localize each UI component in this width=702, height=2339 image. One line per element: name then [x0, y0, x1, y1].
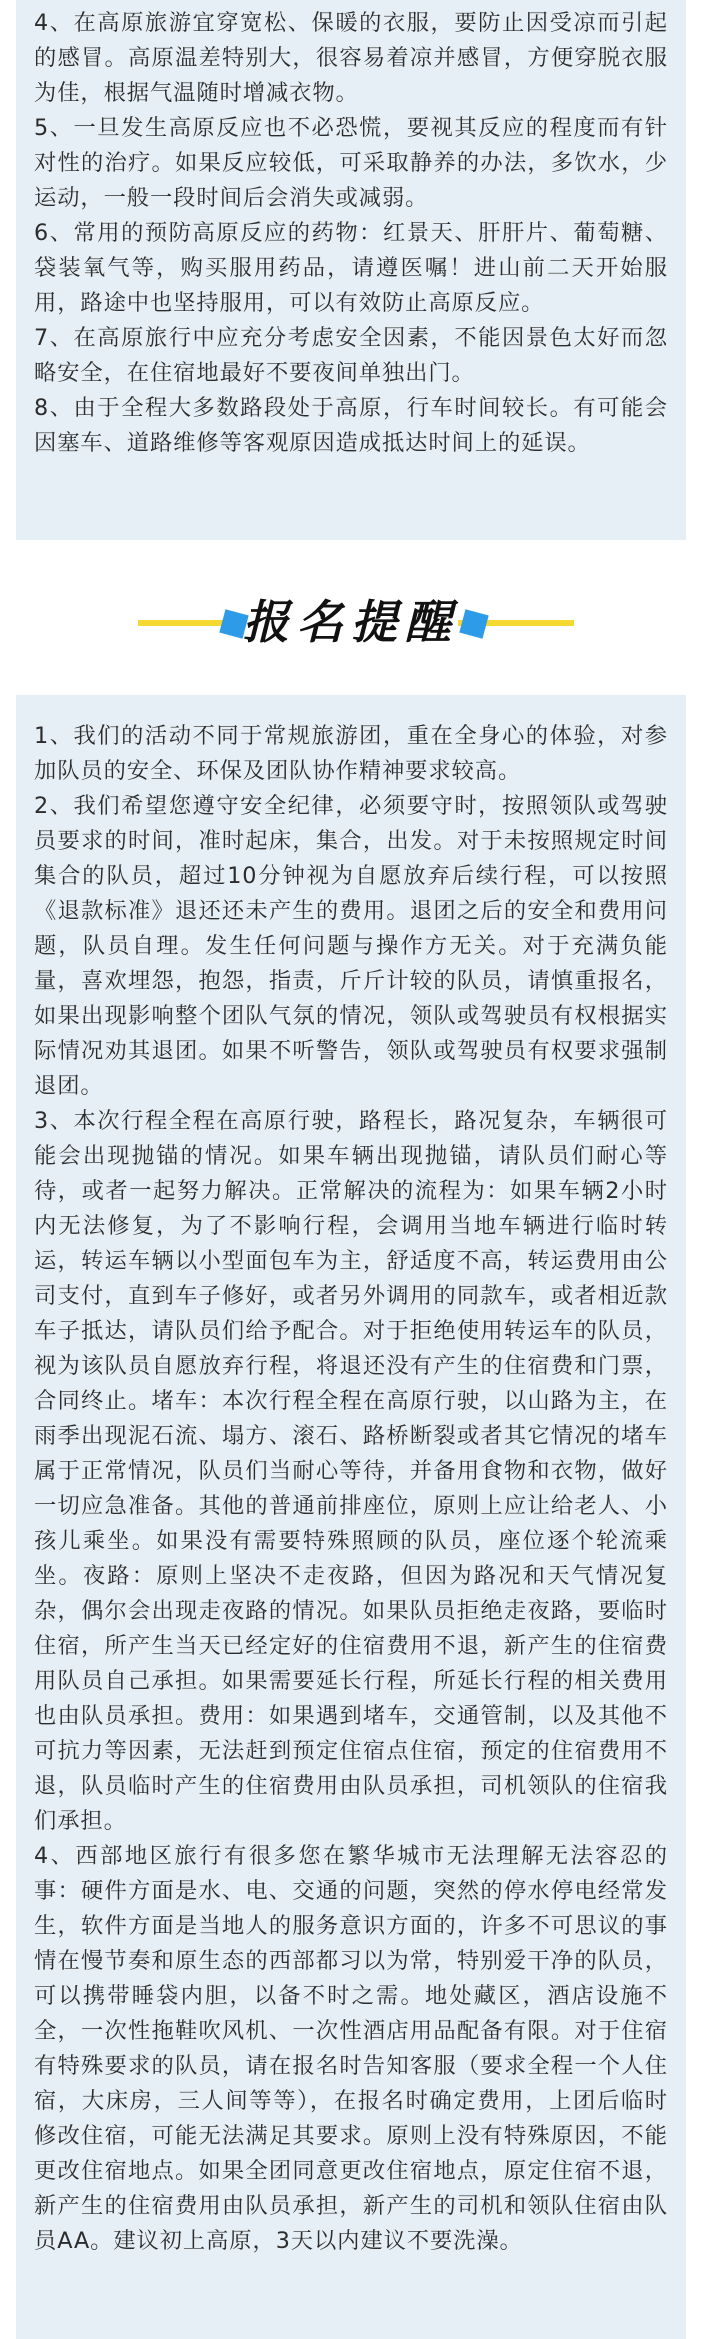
tips-panel: [16, 0, 686, 540]
tip-paragraph-8: 8、由于全程大多数路段处于高原，行车时间较长。有可能会因塞车、道路维修等客观原因造成抵达时间上的延误。: [34, 395, 668, 456]
tip-paragraph-7: 7、在高原旅行中应充分考虑安全因素，不能因景色太好而忽略安全，在住宿地最好不要夜间单独出门。: [34, 325, 668, 386]
section-header: [0, 575, 702, 665]
tip-paragraph-4: 4、在高原旅游宜穿宽松、保暖的衣服，要防止因受凉而引起的感冒。高原温差特别大，很容易着凉并感冒，方便穿脱衣服为佳，根据气温随时增减衣物。: [34, 10, 668, 106]
registration-notes-panel: [16, 695, 686, 2339]
note-paragraph-3: 3、本次行程全程在高原行驶，路程长，路况复杂，车辆很可能会出现抛锚的情况。如果车辆出现抛锚，请队员们耐心等待，或者一起努力解决。正常解决的流程为：如果车辆2小时内无法修复，为了不影响行程，会调用当地车辆进行临时转运，转运车辆以小型面包车为主，舒适度不高，转运费用由公司支付，直到车子修好，或者另外调用的同款车，或者相近款车子抵达，请队员们给予配合。对于拒绝使用转运车的队员，视为该队员自愿放弃行程，将退还没有产生的住宿费和门票，合同终止。堵车：本次行程全程在高原行驶，以山路为主，在雨季出现泥石流、塌方、滚石、路桥断裂或者其它情况的堵车属于正常情况，队员们当耐心等待，并备用食物和衣物，做好一切应急准备。其他的普通前排座位，原则上应让给老人、小孩儿乘坐。如果没有需要特殊照顾的队员，座位逐个轮流乘坐。夜路：原则上坚决不走夜路，但因为路况和天气情况复杂，偶尔会出现走夜路的情况。如果队员拒绝走夜路，要临时住宿，所产生当天已经定好的住宿费用不退，新产生的住宿费用队员自己承担。如果需要延长行程，所延长行程的相关费用也由队员承担。费用：如果遇到堵车，交通管制，以及其他不可抗力等因素，无法赶到预定住宿点住宿，预定的住宿费用不退，队员临时产生的住宿费用由队员承担，司机领队的住宿我们承担。: [34, 1108, 668, 1834]
tip-paragraph-5: 5、一旦发生高原反应也不必恐慌，要视其反应的程度而有针对性的治疗。如果反应较低，可采取静养的办法，多饮水，少运动，一般一段时间后会消失或减弱。: [34, 115, 668, 211]
section-title: 报名提醒: [243, 595, 459, 649]
note-paragraph-1: 1、我们的活动不同于常规旅游团，重在全身心的体验，对参加队员的安全、环保及团队协作精神要求较高。: [34, 723, 668, 784]
note-paragraph-4: 4、西部地区旅行有很多您在繁华城市无法理解无法容忍的事：硬件方面是水、电、交通的问题，突然的停水停电经常发生，软件方面是当地人的服务意识方面的，许多不可思议的事情在慢节奏和原生态的西部都习以为常，特别爱干净的队员，可以携带睡袋内胆，以备不时之需。地处藏区，酒店设施不全，一次性拖鞋吹风机、一次性酒店用品配备有限。对于住宿有特殊要求的队员，请在报名时告知客服（要求全程一个人住宿，大床房，三人间等等），在报名时确定费用，上团后临时修改住宿，可能无法满足其要求。原则上没有特殊原因，不能更改住宿地点。如果全团同意更改住宿地点，原定住宿不退，新产生的住宿费用由队员承担，新产生的司机和领队住宿由队员AA。建议初上高原，3天以内建议不要洗澡。: [34, 1843, 668, 2254]
note-paragraph-2: 2、我们希望您遵守安全纪律，必须要守时，按照领队或驾驶员要求的时间，准时起床，集合，出发。对于未按照规定时间集合的队员，超过10分钟视为自愿放弃后续行程，可以按照《退款标准》退还还未产生的费用。退团之后的安全和费用问题，队员自理。发生任何问题与操作方无关。对于充满负能量，喜欢埋怨，抱怨，指责，斤斤计较的队员，请慎重报名，如果出现影响整个团队气氛的情况，领队或驾驶员有权根据实际情况劝其退团。如果不听警告，领队或驾驶员有权要求强制退团。: [34, 793, 668, 1099]
tip-paragraph-6: 6、常用的预防高原反应的药物：红景天、肝肝片、葡萄糖、袋装氧气等，购买服用药品，请遵医嘱！进山前二天开始服用，路途中也坚持服用，可以有效防止高原反应。: [34, 220, 668, 316]
